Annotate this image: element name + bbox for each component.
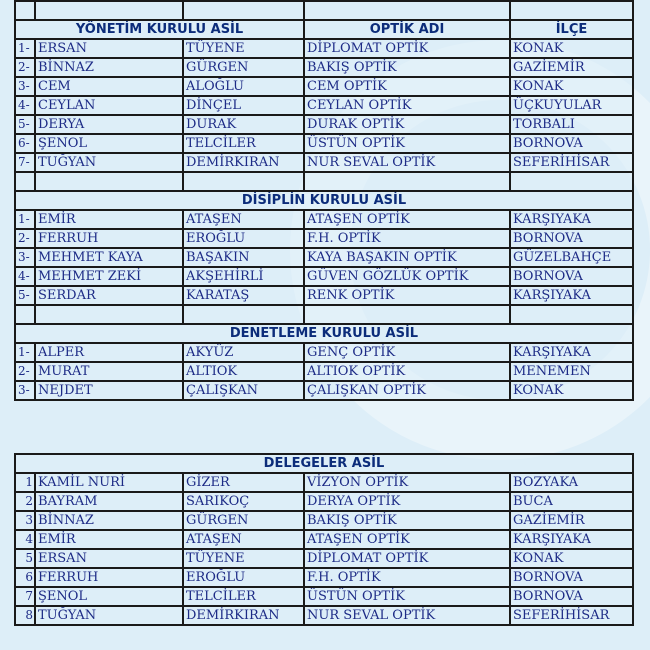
first-name-cell: CEYLAN xyxy=(35,96,183,115)
empty-cell xyxy=(15,172,35,191)
row-number: 6 xyxy=(15,568,35,587)
last-name-cell: ALTIOK xyxy=(183,362,304,381)
last-name-cell: EROĞLU xyxy=(183,229,304,248)
table-row xyxy=(15,229,633,248)
optician-name-cell: GÜVEN GÖZLÜK OPTİK xyxy=(304,267,510,286)
empty-cell xyxy=(304,172,510,191)
last-name-cell: DEMİRKIRAN xyxy=(183,153,304,172)
empty-cell xyxy=(15,305,35,324)
table-row xyxy=(15,587,633,606)
first-name-cell: ŞENOL xyxy=(35,587,183,606)
optician-name-cell: DURAK OPTİK xyxy=(304,115,510,134)
last-name-cell: ALOĞLU xyxy=(183,77,304,96)
header-row xyxy=(15,20,633,39)
delegates-table-body xyxy=(15,454,633,625)
table-row xyxy=(15,134,633,153)
last-name-cell: ATAŞEN xyxy=(183,530,304,549)
row-number: 4- xyxy=(15,267,35,286)
optician-name-cell: GENÇ OPTİK xyxy=(304,343,510,362)
optician-name-cell: F.H. OPTİK xyxy=(304,229,510,248)
optician-name-cell: NUR SEVAL OPTİK xyxy=(304,153,510,172)
table-empty-row xyxy=(15,305,633,324)
district-cell: KONAK xyxy=(510,77,633,96)
optician-name-cell: RENK OPTİK xyxy=(304,286,510,305)
district-cell: KARŞIYAKA xyxy=(510,210,633,229)
empty-cell xyxy=(35,305,183,324)
district-cell: GÜZELBAHÇE xyxy=(510,248,633,267)
last-name-cell: TELCİLER xyxy=(183,134,304,153)
row-number: 6- xyxy=(15,134,35,153)
last-name-cell: TÜYENE xyxy=(183,39,304,58)
section-title-row xyxy=(15,324,633,343)
optician-name-cell: DİPLOMAT OPTİK xyxy=(304,39,510,58)
board-table xyxy=(14,0,634,401)
district-cell: MENEMEN xyxy=(510,362,633,381)
first-name-cell: NEJDET xyxy=(35,381,183,400)
optician-name-cell: NUR SEVAL OPTİK xyxy=(304,606,510,625)
last-name-cell: KARATAŞ xyxy=(183,286,304,305)
table-row xyxy=(15,153,633,172)
last-name-cell: DEMİRKIRAN xyxy=(183,606,304,625)
table-row xyxy=(15,115,633,134)
table-row xyxy=(15,343,633,362)
district-cell: SEFERİHİSAR xyxy=(510,153,633,172)
district-cell: BORNOVA xyxy=(510,587,633,606)
table-row xyxy=(15,568,633,587)
ilce-header: İLÇE xyxy=(510,20,633,39)
last-name-cell: DİNÇEL xyxy=(183,96,304,115)
row-number: 1- xyxy=(15,343,35,362)
district-cell: BORNOVA xyxy=(510,134,633,153)
section-title-row xyxy=(15,454,633,473)
optician-name-cell: DERYA OPTİK xyxy=(304,492,510,511)
empty-cell xyxy=(183,305,304,324)
first-name-cell: MEHMET ZEKİ xyxy=(35,267,183,286)
optician-name-cell: ATAŞEN OPTİK xyxy=(304,530,510,549)
last-name-cell: AKYÜZ xyxy=(183,343,304,362)
row-number: 4 xyxy=(15,530,35,549)
table-row xyxy=(15,58,633,77)
section-title-row xyxy=(15,191,633,210)
first-name-cell: ERSAN xyxy=(35,39,183,58)
first-name-cell: ŞENOL xyxy=(35,134,183,153)
row-number: 3 xyxy=(15,511,35,530)
first-name-cell: EMİR xyxy=(35,210,183,229)
table-row xyxy=(15,39,633,58)
row-number: 2- xyxy=(15,58,35,77)
disiplin-title: DİSİPLİN KURULU ASİL xyxy=(15,191,633,210)
table-empty-row xyxy=(15,172,633,191)
row-number: 2 xyxy=(15,492,35,511)
district-cell: GAZİEMİR xyxy=(510,58,633,77)
table-empty-row xyxy=(15,1,633,20)
table-row xyxy=(15,381,633,400)
optik-adi-header: OPTİK ADI xyxy=(304,20,510,39)
table-row xyxy=(15,267,633,286)
row-number: 1 xyxy=(15,473,35,492)
board-table-body xyxy=(15,1,633,400)
table-row xyxy=(15,362,633,381)
row-number: 3- xyxy=(15,248,35,267)
yonetim-header: YÖNETİM KURULU ASİL xyxy=(15,20,304,39)
delegates-table xyxy=(14,453,634,626)
empty-cell xyxy=(510,305,633,324)
row-number: 3- xyxy=(15,381,35,400)
last-name-cell: GÜRGEN xyxy=(183,58,304,77)
first-name-cell: TUĞYAN xyxy=(35,606,183,625)
last-name-cell: ATAŞEN xyxy=(183,210,304,229)
optician-name-cell: F.H. OPTİK xyxy=(304,568,510,587)
district-cell: KONAK xyxy=(510,39,633,58)
first-name-cell: BİNNAZ xyxy=(35,58,183,77)
table-row xyxy=(15,606,633,625)
denetleme-title: DENETLEME KURULU ASİL xyxy=(15,324,633,343)
row-number: 1- xyxy=(15,39,35,58)
last-name-cell: AKŞEHİRLİ xyxy=(183,267,304,286)
optician-name-cell: ÜSTÜN OPTİK xyxy=(304,134,510,153)
empty-cell xyxy=(183,172,304,191)
district-cell: BORNOVA xyxy=(510,568,633,587)
delegeler-title: DELEGELER ASİL xyxy=(15,454,633,473)
table-row xyxy=(15,248,633,267)
optician-name-cell: CEYLAN OPTİK xyxy=(304,96,510,115)
district-cell: BOZYAKA xyxy=(510,473,633,492)
last-name-cell: GÜRGEN xyxy=(183,511,304,530)
optician-name-cell: ÇALIŞKAN OPTİK xyxy=(304,381,510,400)
table-row xyxy=(15,286,633,305)
optician-name-cell: DİPLOMAT OPTİK xyxy=(304,549,510,568)
last-name-cell: ÇALIŞKAN xyxy=(183,381,304,400)
district-cell: BUCA xyxy=(510,492,633,511)
last-name-cell: TELCİLER xyxy=(183,587,304,606)
table-row xyxy=(15,511,633,530)
first-name-cell: KAMİL NURİ xyxy=(35,473,183,492)
district-cell: BORNOVA xyxy=(510,267,633,286)
district-cell: SEFERİHİSAR xyxy=(510,606,633,625)
row-number: 8 xyxy=(15,606,35,625)
table-row xyxy=(15,530,633,549)
optician-name-cell: ATAŞEN OPTİK xyxy=(304,210,510,229)
optician-name-cell: KAYA BAŞAKIN OPTİK xyxy=(304,248,510,267)
row-number: 2- xyxy=(15,229,35,248)
optician-name-cell: VİZYON OPTİK xyxy=(304,473,510,492)
row-number: 5- xyxy=(15,286,35,305)
empty-cell xyxy=(510,172,633,191)
table-row xyxy=(15,549,633,568)
last-name-cell: TÜYENE xyxy=(183,549,304,568)
last-name-cell: BAŞAKIN xyxy=(183,248,304,267)
first-name-cell: EMİR xyxy=(35,530,183,549)
district-cell: TORBALI xyxy=(510,115,633,134)
district-cell: GAZİEMİR xyxy=(510,511,633,530)
district-cell: KARŞIYAKA xyxy=(510,286,633,305)
empty-cell xyxy=(304,305,510,324)
table-row xyxy=(15,96,633,115)
first-name-cell: FERRUH xyxy=(35,229,183,248)
optician-name-cell: ÜSTÜN OPTİK xyxy=(304,587,510,606)
first-name-cell: FERRUH xyxy=(35,568,183,587)
row-number: 5 xyxy=(15,549,35,568)
first-name-cell: MEHMET KAYA xyxy=(35,248,183,267)
first-name-cell: DERYA xyxy=(35,115,183,134)
first-name-cell: ALPER xyxy=(35,343,183,362)
table-row xyxy=(15,210,633,229)
first-name-cell: MURAT xyxy=(35,362,183,381)
last-name-cell: SARIKOÇ xyxy=(183,492,304,511)
empty-cell xyxy=(35,172,183,191)
first-name-cell: SERDAR xyxy=(35,286,183,305)
row-number: 7- xyxy=(15,153,35,172)
district-cell: KARŞIYAKA xyxy=(510,343,633,362)
first-name-cell: BAYRAM xyxy=(35,492,183,511)
optician-name-cell: BAKIŞ OPTİK xyxy=(304,58,510,77)
first-name-cell: ERSAN xyxy=(35,549,183,568)
row-number: 1- xyxy=(15,210,35,229)
district-cell: BORNOVA xyxy=(510,229,633,248)
optician-name-cell: BAKIŞ OPTİK xyxy=(304,511,510,530)
last-name-cell: EROĞLU xyxy=(183,568,304,587)
first-name-cell: CEM xyxy=(35,77,183,96)
table-row xyxy=(15,473,633,492)
optician-name-cell: ALTIOK OPTİK xyxy=(304,362,510,381)
optician-name-cell: CEM OPTİK xyxy=(304,77,510,96)
district-cell: ÜÇKUYULAR xyxy=(510,96,633,115)
row-number: 3- xyxy=(15,77,35,96)
row-number: 2- xyxy=(15,362,35,381)
district-cell: KARŞIYAKA xyxy=(510,530,633,549)
row-number: 7 xyxy=(15,587,35,606)
district-cell: KONAK xyxy=(510,381,633,400)
row-number: 4- xyxy=(15,96,35,115)
first-name-cell: BİNNAZ xyxy=(35,511,183,530)
district-cell: KONAK xyxy=(510,549,633,568)
row-number: 5- xyxy=(15,115,35,134)
last-name-cell: GİZER xyxy=(183,473,304,492)
table-row xyxy=(15,492,633,511)
last-name-cell: DURAK xyxy=(183,115,304,134)
table-row xyxy=(15,77,633,96)
first-name-cell: TUĞYAN xyxy=(35,153,183,172)
